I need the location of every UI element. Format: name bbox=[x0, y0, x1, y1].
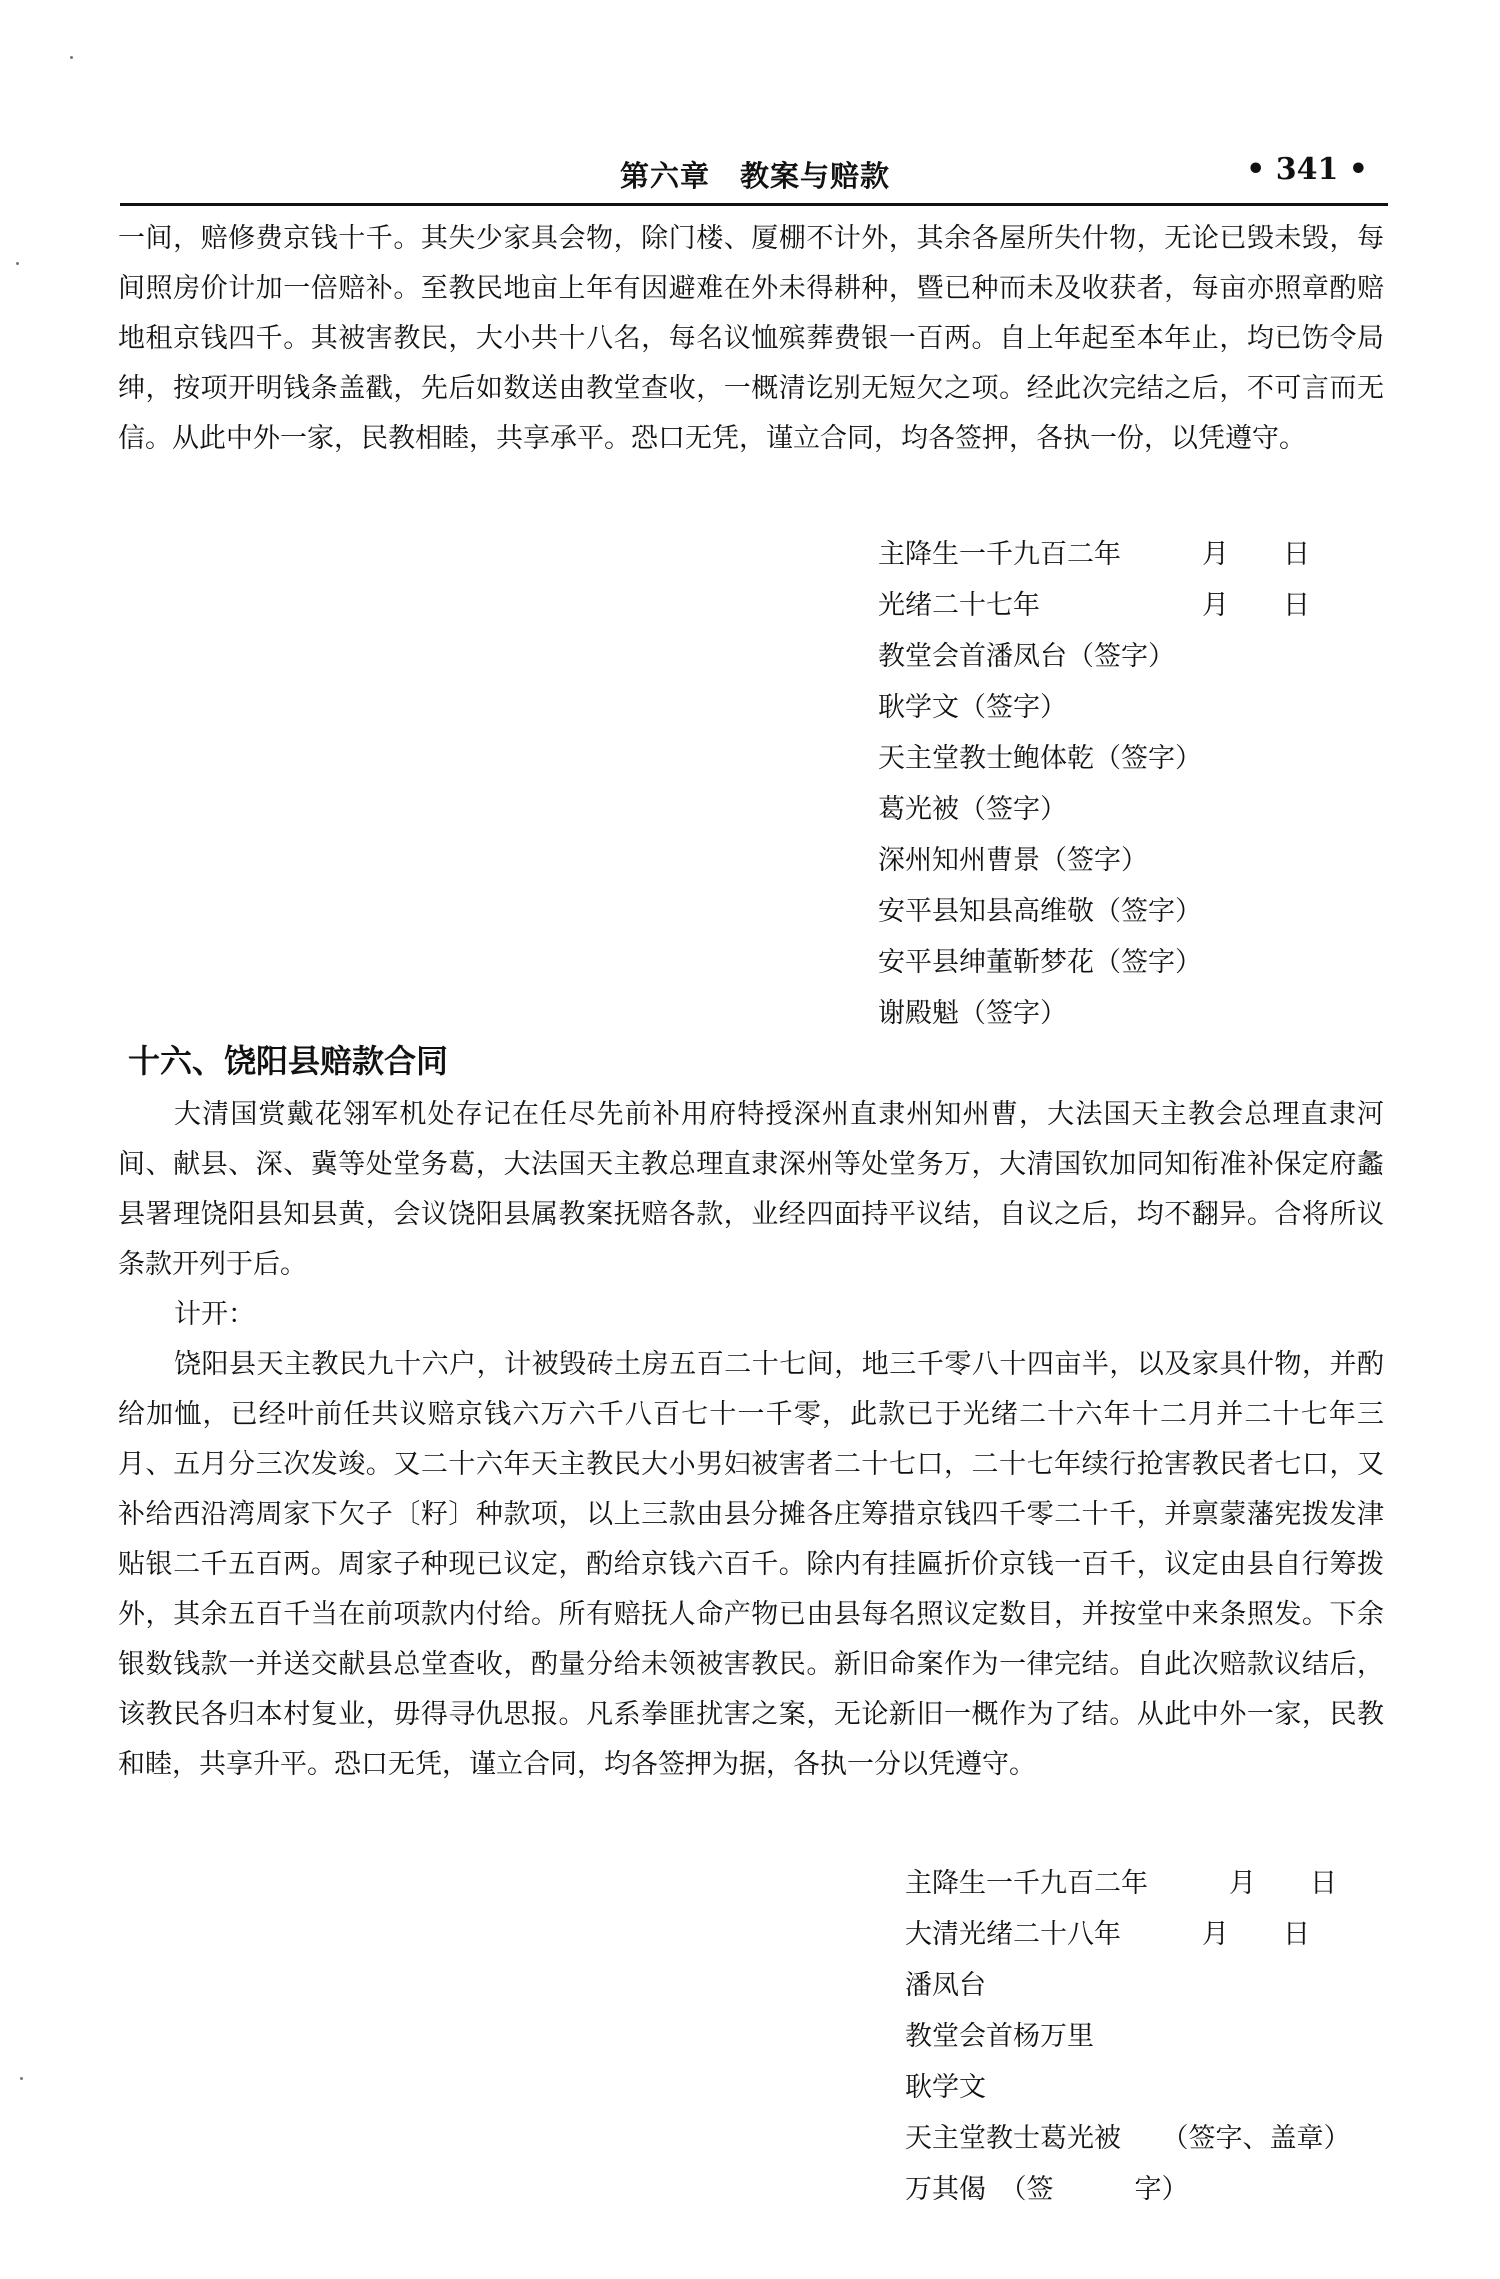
list-label: 计开： bbox=[174, 1299, 255, 1330]
page-number: • 341 • bbox=[1246, 152, 1368, 187]
signature-line: 深州知州曹景（签字） bbox=[878, 845, 1148, 876]
signature-line: 天主堂教士葛光被 （签字、盖章） bbox=[905, 2123, 1351, 2154]
chapter-title: 第六章 教案与赔款 bbox=[620, 159, 891, 193]
signature-block-2 bbox=[905, 1858, 1351, 2215]
signature-line: 葛光被（签字） bbox=[878, 794, 1067, 825]
signature-line: 耿学文 bbox=[905, 2072, 986, 2103]
signature-line: 安平县绅董靳梦花（签字） bbox=[878, 947, 1202, 978]
header-rule bbox=[120, 203, 1388, 206]
scan-speck bbox=[20, 2077, 23, 2080]
continued-paragraph: 一间，赔修费京钱十千。其失少家具会物，除门楼、厦棚不计外，其余各屋所失什物，无论已毁未毁，每间照房价计加一倍赔补。至教民地亩上年有因避难在外未得耕种，暨已种而未及收获者，每亩亦照章酌赔地租京钱四千。其被害教民，大小共十八名，每名议恤殡葬费银一百两。自上年起至本年止，均已饬令局绅，按项开明钱条盖戳，先后如数送由教堂查收，一概清讫别无短欠之项。经此次完结之后，不可言而无信。从此中外一家，民教相睦，共享承平。恐口无凭，谨立合同，均各签押，各执一份，以凭遵守。 bbox=[118, 223, 1384, 454]
scan-speck bbox=[16, 262, 19, 265]
signature-line: 万其偈 （签 字） bbox=[905, 2174, 1189, 2205]
section-body-block bbox=[118, 1090, 1384, 1790]
signature-block-1 bbox=[878, 529, 1310, 1039]
signature-line: 光绪二十七年 月 日 bbox=[878, 590, 1310, 621]
signature-line: 天主堂教士鲍体乾（签字） bbox=[878, 743, 1202, 774]
section-heading: 十六、饶阳县赔款合同 bbox=[128, 1042, 449, 1080]
signature-line: 教堂会首潘凤台（签字） bbox=[878, 641, 1175, 672]
body-paragraph: 饶阳县天主教民九十六户，计被毁砖土房五百二十七间，地三千零八十四亩半，以及家具什物，并酌给加恤，已经叶前任共议赔京钱六万六千八百七十一千零，此款已于光绪二十六年十二月并二十七年三月、五月分三次发竣。又二十六年天主教民大小男妇被害者二十七口，二十七年续行抢害教民者七口，又补给西沿湾周家下欠子〔籽〕种款项，以上三款由县分摊各庄筹措京钱四千零二十千，并禀蒙藩宪拨发津贴银二千五百两。周家子种现已议定，酌给京钱六百千。除内有挂匾折价京钱一百千，议定由县自行筹拨外，其余五百千当在前项款内付给。所有赔抚人命产物已由县每名照议定数目，并按堂中来条照发。下余银数钱款一并送交献县总堂查收，酌量分给未领被害教民。新旧命案作为一律完结。自此次赔款议结后，该教民各归本村复业，毋得寻仇思报。凡系拳匪扰害之案，无论新旧一概作为了结。从此中外一家，民教和睦，共享升平。恐口无凭，谨立合同，均各签押为据，各执一分以凭遵守。 bbox=[118, 1349, 1384, 1780]
continued-paragraph-block bbox=[118, 214, 1384, 464]
signature-line: 潘凤台 bbox=[905, 1970, 986, 2001]
signature-line: 安平县知县高维敬（签字） bbox=[878, 896, 1202, 927]
signature-line: 教堂会首杨万里 bbox=[905, 2021, 1094, 2052]
signature-line: 主降生一千九百二年 月 日 bbox=[905, 1868, 1337, 1899]
signature-line: 耿学文（签字） bbox=[878, 692, 1067, 723]
scan-speck bbox=[70, 56, 73, 59]
intro-paragraph: 大清国赏戴花翎军机处存记在任尽先前补用府特授深州直隶州知州曹，大法国天主教会总理直隶河间、献县、深、冀等处堂务葛，大法国天主教总理直隶深州等处堂务万，大清国钦加同知衔准补保定府蠡县署理饶阳县知县黄，会议饶阳县属教案抚赔各款，业经四面持平议结，自议之后，均不翻异。合将所议条款开列于后。 bbox=[118, 1099, 1384, 1280]
signature-line: 大清光绪二十八年 月 日 bbox=[905, 1919, 1310, 1950]
signature-line: 谢殿魁（签字） bbox=[878, 998, 1067, 1029]
running-header bbox=[120, 150, 1388, 193]
signature-line: 主降生一千九百二年 月 日 bbox=[878, 539, 1310, 570]
